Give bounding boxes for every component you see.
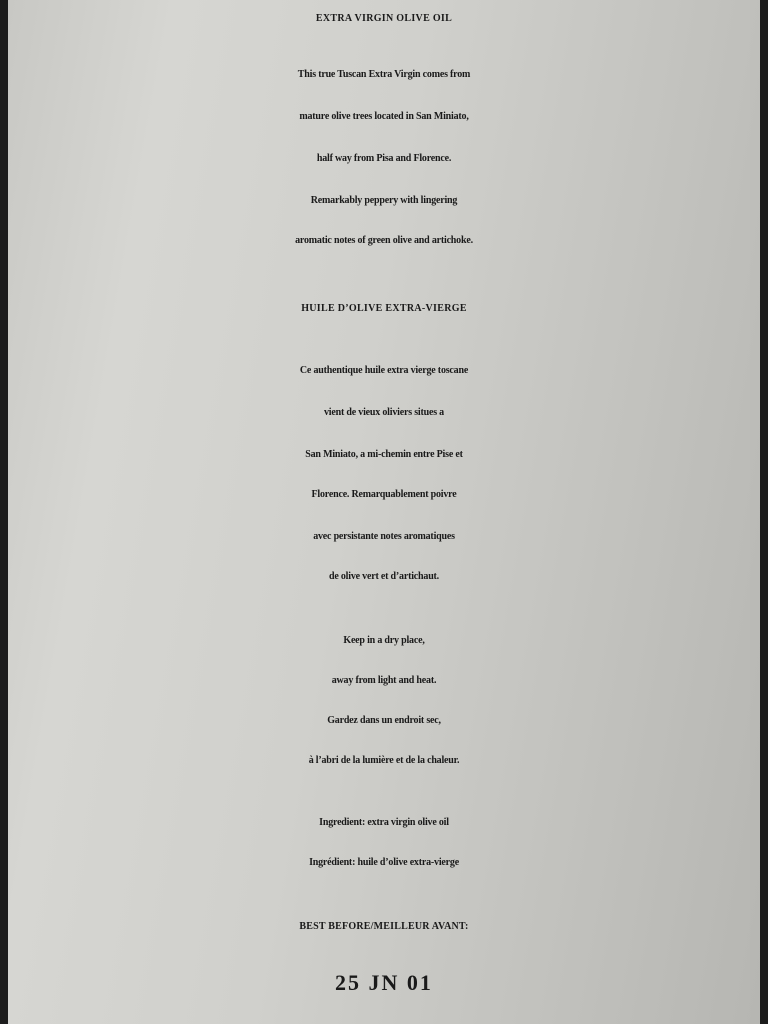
storage-line-2: away from light and heat. xyxy=(331,675,437,686)
ingredient-english: Ingredient: extra virgin olive oil xyxy=(319,817,449,828)
french-line-3: San Miniato, a mi-chemin entre Pise et xyxy=(305,449,463,460)
storage-line-1: Keep in a dry place, xyxy=(343,635,425,646)
english-heading: EXTRA VIRGIN OLIVE OIL xyxy=(315,13,453,24)
olive-oil-label xyxy=(8,0,760,1024)
english-line-5: aromatic notes of green olive and artichoke. xyxy=(295,235,473,246)
storage-line-4: à l’abri de la lumière et de la chaleur. xyxy=(308,755,460,766)
best-before-date: 25 JN 01 xyxy=(335,970,433,995)
french-line-4: Florence. Remarquablement poivre xyxy=(311,489,457,500)
french-line-5: avec persistante notes aromatiques xyxy=(313,531,455,542)
english-line-1: This true Tuscan Extra Virgin comes from xyxy=(297,69,471,80)
best-before-label: BEST BEFORE/MEILLEUR AVANT: xyxy=(299,921,469,932)
english-line-3: half way from Pisa and Florence. xyxy=(316,153,452,164)
english-line-2: mature olive trees located in San Miniato, xyxy=(299,111,469,122)
french-line-6: de olive vert et d’artichaut. xyxy=(328,571,439,582)
french-heading: HUILE D’OLIVE EXTRA-VIERGE xyxy=(301,303,467,314)
english-line-4: Remarkably peppery with lingering xyxy=(310,195,458,206)
ingredient-french: Ingrédient: huile d’olive extra-vierge xyxy=(309,857,459,868)
storage-line-3: Gardez dans un endroit sec, xyxy=(327,715,441,726)
french-line-1: Ce authentique huile extra vierge toscane xyxy=(299,365,469,376)
french-line-2: vient de vieux oliviers situes a xyxy=(324,407,444,418)
